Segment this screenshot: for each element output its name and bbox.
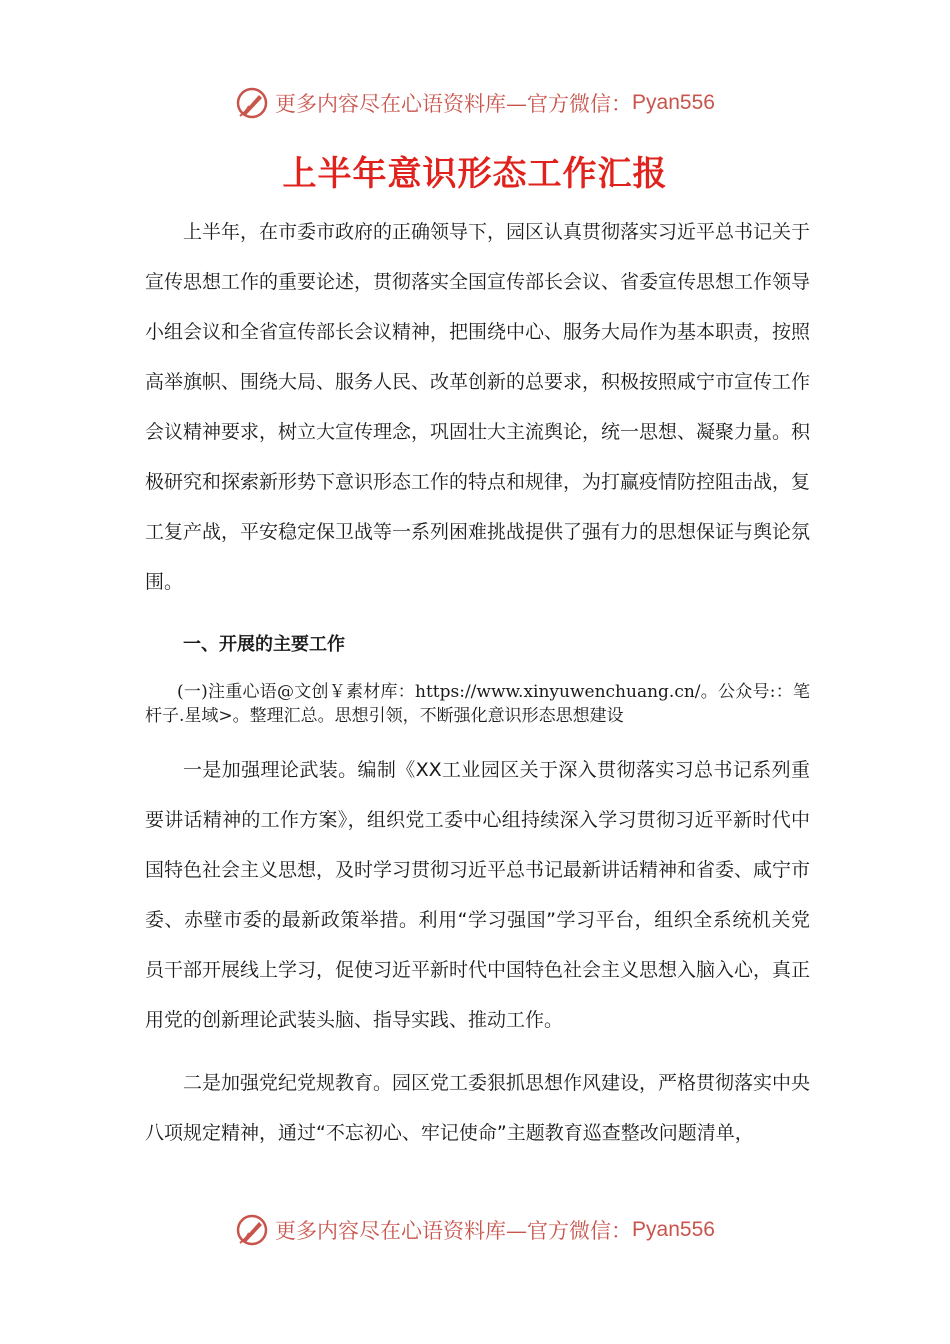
footer-banner xyxy=(0,1210,950,1250)
paragraph-theory: 一是加强理论武装。编制《XX工业园区关于深入贯彻落实习总书记系列重要讲话精神的工作方案》，组织党工委中心组持续深入学习贯彻习近平新时代中国特色社会主义思想，及时学习贯彻习近平总书记最新讲话精神和省委、咸宁市委、赤壁市委的最新政策举措。利用“学习强国”学习平台，组织全系统机关党员干部开展线上学习，促使习近平新时代中国特色社会主义思想入脑入心，真正用党的创新理论武装头脑、指导实践、推动工作。 xyxy=(145,759,811,1031)
section-heading: 一、开展的主要工作 xyxy=(183,634,345,655)
banner-text: 更多内容尽在心语资料库—官方微信： xyxy=(275,92,633,116)
paragraph-intro: 上半年，在市委市政府的正确领导下，园区认真贯彻落实习近平总书记关于宣传思想工作的重要论述，贯彻落实全国宣传部长会议、省委宣传思想工作领导小组会议和全省宣传部长会议精神，把围绕中心、服务大局作为基本职责，按照高举旗帜、围绕大局、服务人民、改革创新的总要求，积极按照咸宁市宣传工作会议精神要求，树立大宣传理念，巩固壮大主流舆论，统一思想、凝聚力量。积极研究和探索新形势下意识形态工作的特点和规律，为打赢疫情防控阻击战，复工复产战，平安稳定保卫战等一系列困难挑战提供了强有力的思想保证与舆论氛围。 xyxy=(145,221,811,593)
pen-logo-icon xyxy=(235,1213,269,1247)
banner-wechat-id: Pyan556 xyxy=(632,91,715,114)
source-note: (一)注重心语@文创￥素材库：https://www.xinyuwenchuang.cn/。公众号:：笔杆子.星域>。整理汇总。思想引领，不断强化意识形态思想建设 xyxy=(145,682,810,726)
document-title: 上半年意识形态工作汇报 xyxy=(282,154,668,194)
banner-wechat-id: Pyan556 xyxy=(632,1218,715,1241)
pen-logo-icon xyxy=(235,86,269,120)
paragraph-discipline: 二是加强党纪党规教育。园区党工委狠抓思想作风建设，严格贯彻落实中央八项规定精神，通过“不忘初心、牢记使命”主题教育巡查整改问题清单， xyxy=(145,1072,811,1144)
header-banner xyxy=(0,83,950,123)
banner-text: 更多内容尽在心语资料库—官方微信： xyxy=(275,1219,633,1243)
